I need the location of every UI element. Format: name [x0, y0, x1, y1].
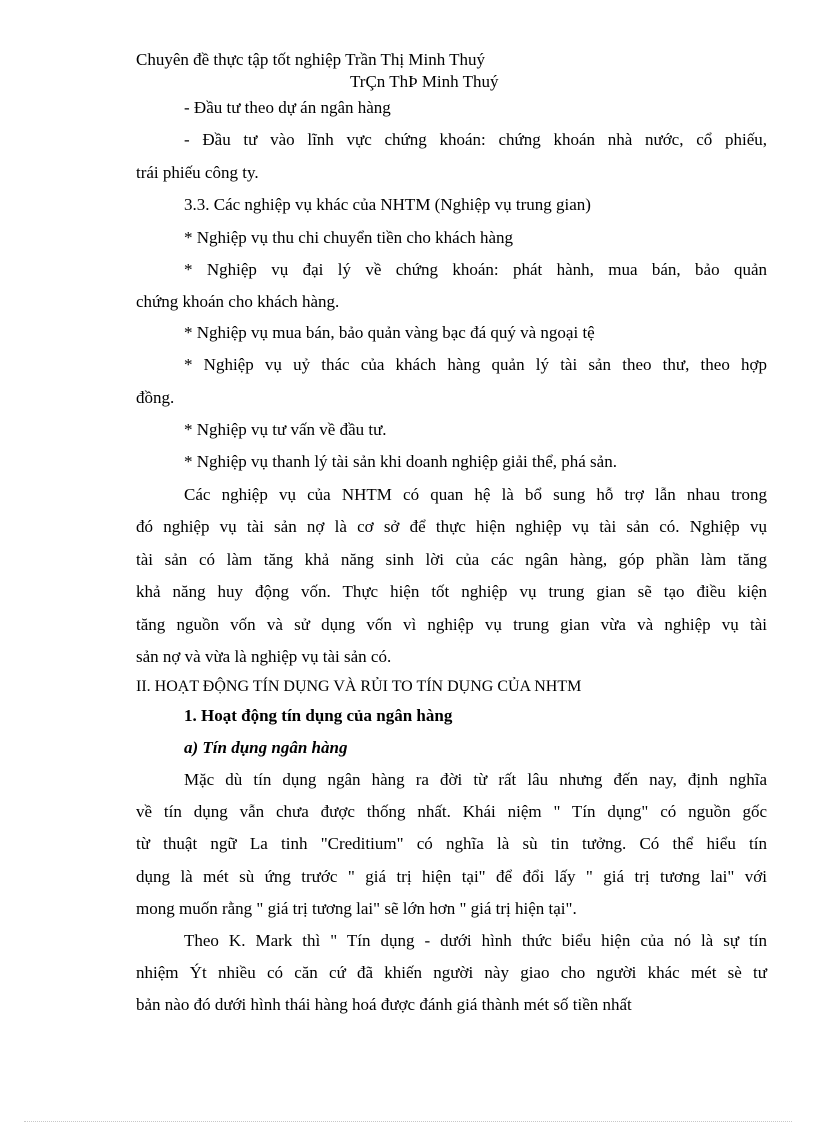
paragraph-line: về tín dụng vẫn chưa được thống nhất. Khái niệm " Tín dụng" có nguồn gốc: [136, 802, 767, 821]
paragraph-line: mong muốn rằng " giá trị tương lai" sẽ lớn hơn " giá trị hiện tại".: [136, 899, 577, 918]
paragraph-line: dụng là mét sù ứng trước " giá trị hiện tại" để đổi lấy " giá trị tương lai" với: [136, 867, 767, 886]
section-heading: 3.3. Các nghiệp vụ khác của NHTM (Nghiệp vụ trung gian): [184, 195, 591, 214]
paragraph-line: * Nghiệp vụ uỷ thác của khách hàng quản lý tài sản theo thư, theo hợp: [184, 355, 767, 374]
header-title: Chuyên đề thực tập tốt nghiệp Trần Thị Minh Thuý: [136, 50, 486, 69]
paragraph-line: trái phiếu công ty.: [136, 163, 259, 182]
paragraph-line: * Nghiệp vụ thanh lý tài sản khi doanh nghiệp giải thể, phá sản.: [184, 452, 617, 471]
paragraph-line: - Đầu tư theo dự án ngân hàng: [184, 98, 391, 117]
paragraph-line: * Nghiệp vụ đại lý về chứng khoán: phát hành, mua bán, bảo quản: [184, 260, 767, 279]
paragraph-line: Mặc dù tín dụng ngân hàng ra đời từ rất lâu nhưng đến nay, định nghĩa: [184, 770, 767, 789]
paragraph-line: tăng nguồn vốn và sử dụng vốn vì nghiệp vụ trung gian vừa và nghiệp vụ tài: [136, 615, 767, 634]
paragraph-line: đồng.: [136, 388, 175, 407]
paragraph-line: * Nghiệp vụ tư vấn về đầu tư.: [184, 420, 387, 439]
paragraph-line: sản nợ và vừa là nghiệp vụ tài sản có.: [136, 647, 392, 666]
paragraph-line: đó nghiệp vụ tài sản nợ là cơ sở để thực hiện nghiệp vụ tài sản có. Nghiệp vụ: [136, 517, 767, 536]
header-author: TrÇn ThÞ Minh Thuý: [350, 72, 499, 91]
paragraph-line: nhiệm Ýt nhiều có căn cứ đã khiến người này giao cho người khác mét sè tư: [136, 963, 767, 982]
paragraph-line: từ thuật ngữ La tinh "Creditium" có nghĩa là sù tin tưởng. Có thể hiểu tín: [136, 834, 767, 853]
subsubsection-heading: a) Tín dụng ngân hàng: [184, 738, 348, 757]
paragraph-line: tài sản có làm tăng khả năng sinh lời của các ngân hàng, góp phần làm tăng: [136, 550, 767, 569]
paragraph-line: Theo K. Mark thì " Tín dụng - dưới hình thức biểu hiện của nó là sự tín: [184, 931, 767, 950]
paragraph-line: * Nghiệp vụ thu chi chuyển tiền cho khách hàng: [184, 228, 514, 247]
paragraph-line: * Nghiệp vụ mua bán, bảo quản vàng bạc đá quý và ngoại tệ: [184, 323, 595, 342]
subsection-heading: 1. Hoạt động tín dụng của ngân hàng: [184, 706, 453, 725]
chapter-heading: II. HOẠT ĐỘNG TÍN DỤNG VÀ RỦI TO TÍN DỤNG CỦA NHTM: [136, 678, 582, 695]
paragraph-line: khả năng huy động vốn. Thực hiện tốt nghiệp vụ trung gian sẽ tạo điều kiện: [136, 582, 767, 601]
paragraph-line: - Đầu tư vào lĩnh vực chứng khoán: chứng khoán nhà nước, cổ phiếu,: [184, 130, 767, 149]
paragraph-line: chứng khoán cho khách hàng.: [136, 292, 340, 311]
paragraph-line: Các nghiệp vụ của NHTM có quan hệ là bổ sung hỗ trợ lẫn nhau trong: [184, 485, 767, 504]
page-bottom-divider: [24, 1121, 792, 1122]
paragraph-line: bản nào đó dưới hình thái hàng hoá được đánh giá thành mét số tiền nhất: [136, 995, 632, 1014]
